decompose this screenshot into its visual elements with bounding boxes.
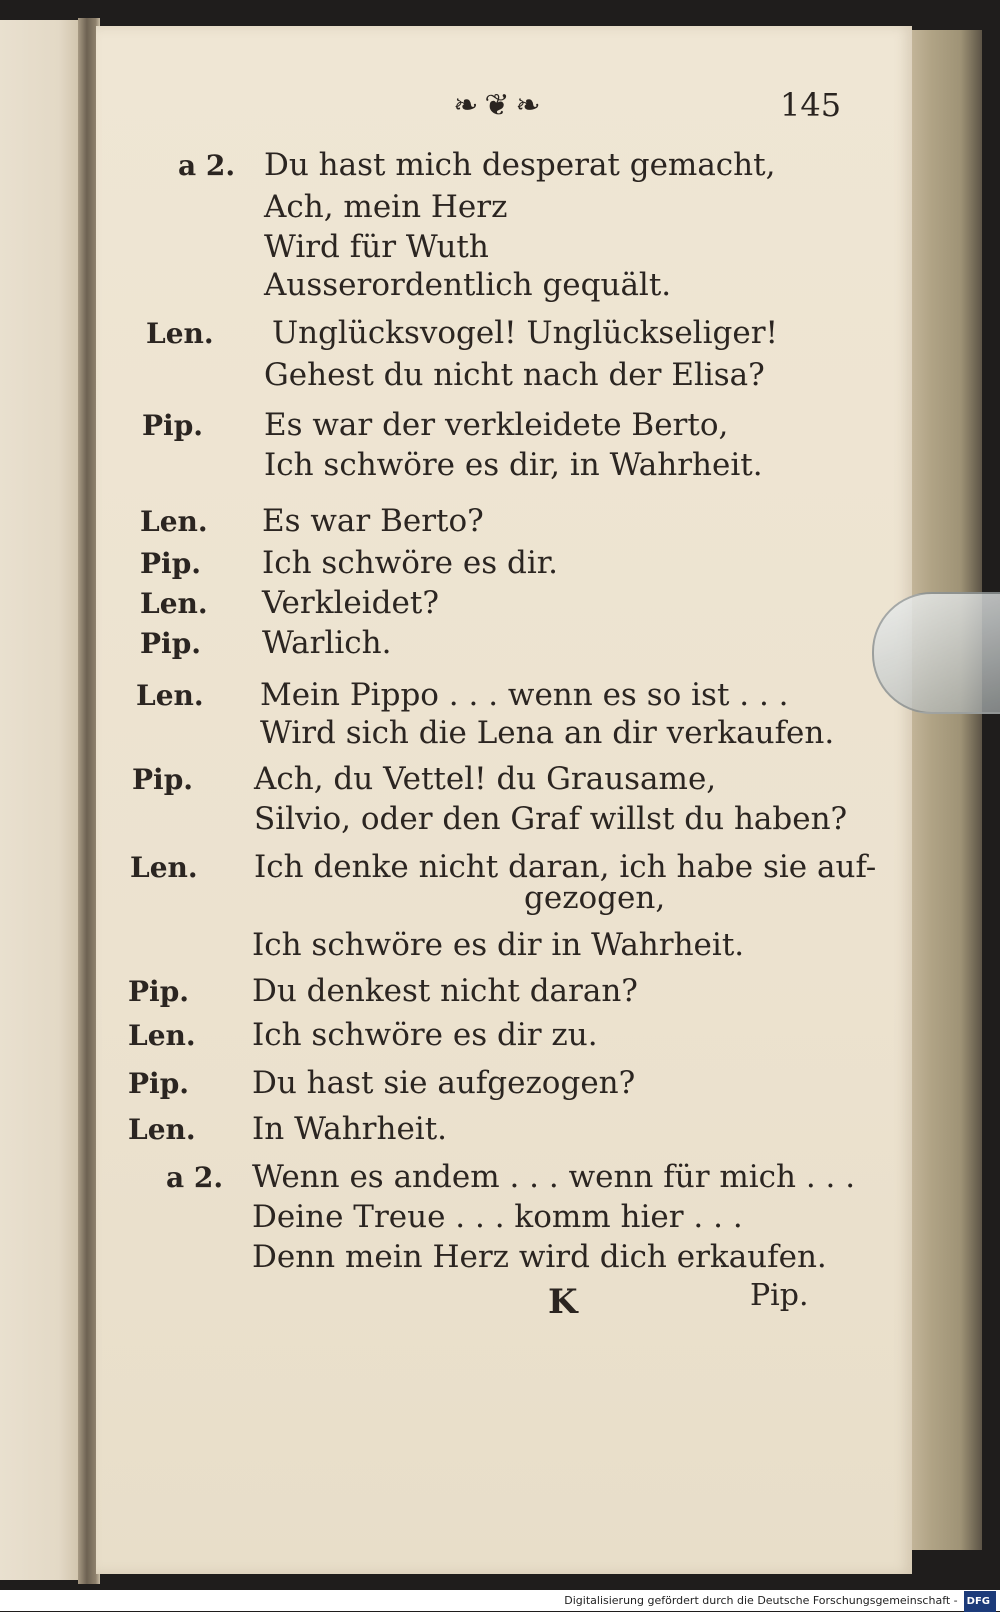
verse-line	[128, 1111, 448, 1147]
verse-text: Verkleidet?	[262, 585, 439, 621]
verse-line	[128, 1065, 636, 1101]
speaker-label: Len.	[146, 317, 214, 350]
speaker-label: Pip.	[132, 763, 194, 796]
dfg-logo-icon: DFG	[964, 1591, 996, 1612]
verse-line	[252, 1239, 827, 1275]
speaker-label: Pip.	[140, 627, 202, 660]
speaker-label: Len.	[128, 1113, 196, 1146]
verse-line	[264, 189, 508, 225]
verse-text: Mein Pippo . . . wenn es so ist . . .	[260, 677, 789, 713]
verse-line	[140, 585, 439, 621]
signature-mark: K	[548, 1282, 578, 1322]
verse-line	[128, 1017, 598, 1053]
verse-line	[140, 625, 392, 661]
verse-line	[178, 147, 776, 183]
hyphen-continuation: gezogen,	[524, 880, 666, 916]
verse-line	[136, 677, 789, 713]
verse-line	[264, 447, 763, 483]
header-ornament: ❧❦❧	[453, 88, 547, 123]
verse-text: Es war Berto?	[262, 503, 484, 539]
speaker-label: a 2.	[166, 1161, 224, 1194]
verse-line	[132, 761, 717, 797]
verse-line	[128, 973, 638, 1009]
verse-line	[140, 545, 559, 581]
digitization-footer	[0, 1590, 1000, 1611]
verse-text: Ich schwöre es dir, in Wahrheit.	[264, 447, 763, 483]
verse-text: Wird sich die Lena an dir verkaufen.	[260, 715, 835, 751]
verse-text: Unglücksvogel! Unglückseliger!	[272, 315, 778, 351]
verse-line	[142, 407, 729, 443]
verse-text: Ich schwöre es dir in Wahrheit.	[252, 927, 745, 963]
speaker-label: Len.	[136, 679, 204, 712]
verse-text: Denn mein Herz wird dich erkaufen.	[252, 1239, 827, 1275]
verse-text: Es war der verkleidete Berto,	[264, 407, 729, 443]
verse-line	[130, 849, 877, 885]
verse-text: In Wahrheit.	[252, 1111, 448, 1147]
footer-text: Digitalisierung gefördert durch die Deutsche Forschungsgemeinschaft -	[564, 1594, 958, 1607]
speaker-label: Pip.	[140, 547, 202, 580]
verse-text: Silvio, oder den Graf willst du haben?	[254, 801, 848, 837]
verse-line	[252, 927, 745, 963]
speaker-label: Len.	[140, 587, 208, 620]
verse-text: Wenn es andem . . . wenn für mich . . .	[252, 1159, 856, 1195]
page-number: 145	[780, 86, 842, 124]
verse-text: Ach, mein Herz	[264, 189, 508, 225]
verse-line	[260, 715, 835, 751]
speaker-label: Len.	[140, 505, 208, 538]
verse-text: Warlich.	[262, 625, 392, 661]
verse-text: Ausserordentlich gequält.	[264, 267, 672, 303]
verse-text: Ich denke nicht daran, ich habe sie auf-	[254, 849, 877, 885]
verse-line	[252, 1199, 743, 1235]
verse-line	[264, 267, 672, 303]
verse-line	[264, 357, 765, 393]
verse-line	[254, 801, 848, 837]
catchword: Pip.	[750, 1278, 809, 1313]
verse-text: Du denkest nicht daran?	[252, 973, 638, 1009]
speaker-label: Pip.	[128, 975, 190, 1008]
speaker-label: Pip.	[128, 1067, 190, 1100]
verse-text: Wird für Wuth	[264, 229, 489, 265]
speaker-label: Len.	[128, 1019, 196, 1052]
verse-line	[140, 503, 484, 539]
verse-text: Ach, du Vettel! du Grausame,	[254, 761, 717, 797]
verse-line	[166, 1159, 856, 1195]
verse-text: Ich schwöre es dir.	[262, 545, 559, 581]
verse-text: Ich schwöre es dir zu.	[252, 1017, 598, 1053]
verse-line	[146, 315, 778, 351]
speaker-label: Pip.	[142, 409, 204, 442]
verse-text: Du hast sie aufgezogen?	[252, 1065, 636, 1101]
verse-line	[264, 229, 489, 265]
verse-text: Du hast mich desperat gemacht,	[264, 147, 776, 183]
verse-text: Deine Treue . . . komm hier . . .	[252, 1199, 743, 1235]
speaker-label: a 2.	[178, 149, 236, 182]
speaker-label: Len.	[130, 851, 198, 884]
verse-text: Gehest du nicht nach der Elisa?	[264, 357, 765, 393]
